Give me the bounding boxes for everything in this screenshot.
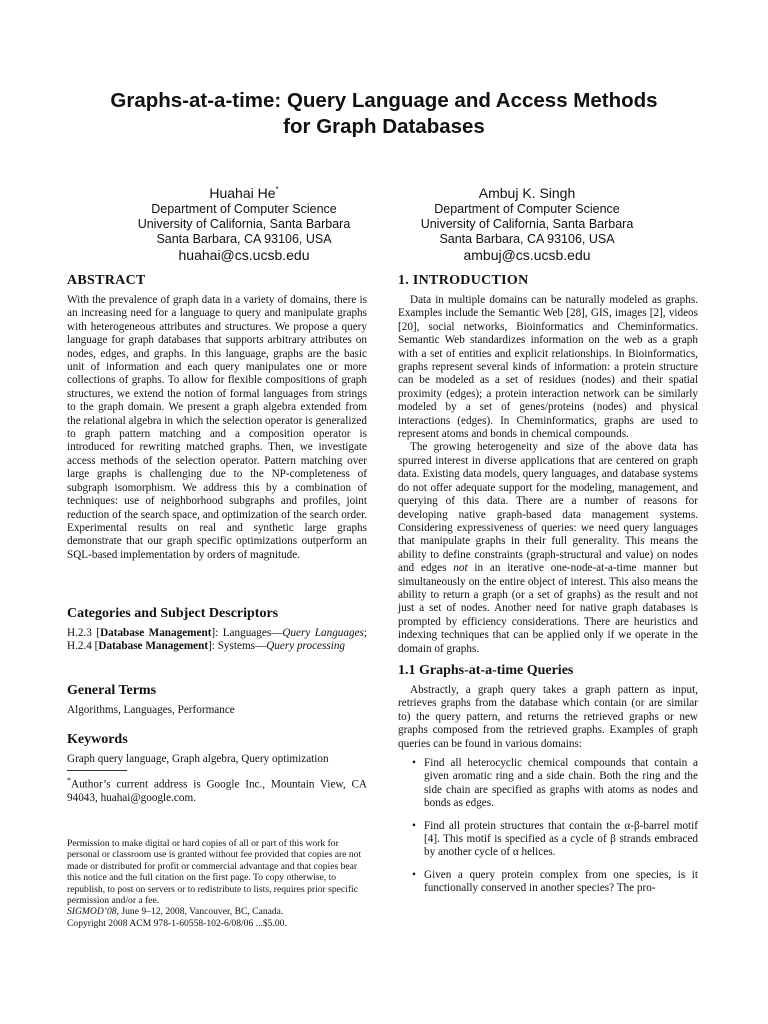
- author-city: Santa Barbara, CA 93106, USA: [439, 232, 615, 246]
- right-column: [398, 272, 698, 905]
- general-terms-heading: General Terms: [67, 683, 157, 698]
- venue-line: SIGMOD’08, June 9–12, 2008, Vancouver, BC, Canada.: [67, 906, 284, 918]
- author-university: University of California, Santa Barbara: [420, 217, 634, 231]
- categories-heading: Categories and Subject Descriptors: [67, 606, 279, 621]
- author-department: Department of Computer Science: [151, 202, 337, 216]
- query-examples-list: [398, 757, 698, 896]
- list-item: • Find all protein structures that contain the α-β-barrel motif [4]. This motif is specified as a cycle of β strands embraced by another cycle of α helices.: [412, 819, 698, 859]
- bullet-icon: •: [412, 757, 416, 769]
- paper-title: [40, 88, 728, 140]
- bullet-icon: •: [412, 819, 416, 832]
- subsection-heading: 1.1 Graphs-at-a-time Queries: [398, 662, 574, 678]
- author-name: Ambuj K. Singh: [478, 185, 576, 201]
- keywords-text: Graph query language, Graph algebra, Query optimization: [67, 753, 329, 765]
- introduction-heading: 1. INTRODUCTION: [398, 273, 529, 288]
- categories-text: H.2.3 [Database Management]: Languages—Query Languages; H.2.4 [Database Management]: Systems—Query processing: [67, 627, 368, 653]
- introduction-paragraph-1: Data in multiple domains can be naturally modeled as graphs. Examples include the Semantic Web [28], GIS, images [2], videos [20], social networks, Bioinformatics and Cheminformatics. Semantic Web standardizes information on the web as a graph with a set of entities and explicit relationships. In Bioinformatics, graphs represent several kinds of information: a protein structure can be modeled as a set of residues (nodes) and their spatial proximity (edges); a protein interaction network can be similarly modeled by a set of genes/proteins (nodes) and physical interactions (edges). In Cheminformatics, graphs are used to represent atoms and bonds in chemical compounds.: [398, 294, 698, 441]
- title-line-1: Graphs-at-a-time: Query Language and Access Methods: [110, 89, 658, 112]
- permission-text: Permission to make digital or hard copies of all or part of this work for personal or classroom use is granted without fee provided that copies are not made or distributed for profit or commercial advantage and that copies bear this notice and the full citation on the first page. To copy otherwise, to republish, to post on servers or to redistribute to lists, requires prior specific permission and/or a fee.: [67, 838, 362, 907]
- author-name: Huahai He*: [209, 185, 279, 201]
- footnote-rule: [67, 770, 127, 771]
- author-footnote-text: *Author’s current address is Google Inc., Mountain View, CA 94043, huahai@google.com.: [67, 776, 367, 805]
- general-terms-text: Algorithms, Languages, Performance: [67, 704, 235, 716]
- subsection-paragraph-1: Abstractly, a graph query takes a graph pattern as input, retrieves graphs from the database which contain (or are similar to) the query pattern, and returns the retrieved graphs or new graphs composed from the retrieved graphs. Examples of graph queries can be found in various domains:: [398, 683, 698, 750]
- author-department: Department of Computer Science: [434, 202, 620, 216]
- list-item: • Given a query protein complex from one species, is it functionally conserved in another species? The pro-: [412, 868, 698, 895]
- author-email: huahai@cs.ucsb.edu: [178, 247, 310, 263]
- general-terms-section: [67, 682, 367, 717]
- title-line-2: for Graph Databases: [283, 115, 485, 138]
- introduction-paragraph-2: The growing heterogeneity and size of the above data has spurred interest in diverse applications that are centered on graph data. Existing data models, query languages, and database systems do not offer adequate support for the modeling, management, and querying of this data. There are a number of reasons for developing native graph-based data management systems. Considering expressiveness of queries: we need query languages that manipulate graphs in their full generality. This means the ability to define constraints (graph-structural and value) on nodes and edges not in an iterative one-node-at-a-time manner but simultaneously on the entire object of interest. This also means the ability to return a graph (or a set of graphs) as the result and not just a set of nodes. Another need for native graph databases is prompted by efficiency considerations. There are heuristics and indexing techniques that can be applied only if we operate in the domain of graphs.: [398, 441, 698, 655]
- copyright-line: Copyright 2008 ACM 978-1-60558-102-6/08/06 ...$5.00.: [67, 917, 287, 929]
- author-university: University of California, Santa Barbara: [137, 217, 351, 231]
- keywords-heading: Keywords: [67, 732, 128, 747]
- left-column: [67, 272, 367, 562]
- categories-section: [67, 605, 367, 654]
- abstract-heading: ABSTRACT: [67, 273, 146, 288]
- list-item: • Find all heterocyclic chemical compounds that contain a given aromatic ring and a side chain. Both the ring and the side chain are specified as graphs with atoms as nodes and bonds as edges.: [412, 757, 698, 810]
- author-block-2: [367, 181, 687, 263]
- author-block-1: [84, 181, 404, 263]
- abstract-text: With the prevalence of graph data in a variety of domains, there is an increasing need for a language to query and manipulate graphs with heterogeneous attributes and structures. We propose a query language for graph databases that supports arbitrary attributes on nodes, edges, and graphs. In this language, graphs are the basic unit of information and each query manipulates one or more collections of graphs. To allow for flexible compositions of graph structures, we extend the notion of formal languages from strings to the graph domain. We present a graph algebra extended from the relational algebra in which the selection operator is generalized to graph pattern matching and a composition operator is introduced for rewriting matched graphs. Then, we investigate access methods of the selection operator. Pattern matching over large graphs is challenging due to the NP-completeness of subgraph isomorphism. We address this by a combination of techniques: use of neighborhood subgraphs and profiles, joint reduction of the search space, and optimization of the search order. Experimental results on real and synthetic large graphs demonstrate that our graph specific optimizations outperform an SQL-based implementation by orders of magnitude.: [67, 294, 367, 561]
- author-footnote-mark: *: [275, 185, 279, 194]
- author-footnote: [67, 774, 367, 806]
- author-city: Santa Barbara, CA 93106, USA: [156, 232, 332, 246]
- keywords-section: [67, 731, 367, 766]
- bullet-icon: •: [412, 868, 416, 881]
- permission-notice: [67, 838, 367, 929]
- author-email: ambuj@cs.ucsb.edu: [463, 247, 591, 263]
